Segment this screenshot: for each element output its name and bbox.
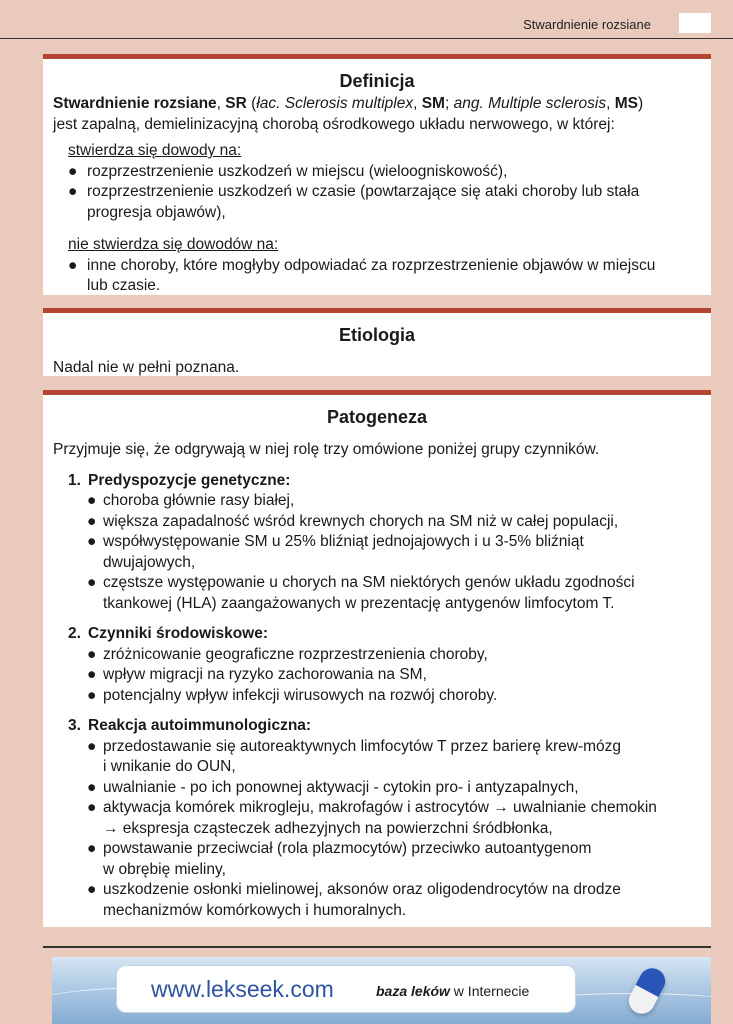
confirmed-label: stwierdza się dowody na: xyxy=(68,142,242,159)
list-item-continuation: i wnikanie do OUN, xyxy=(103,758,236,775)
list-item: ● większa zapadalność wśród krewnych chorych na SM niż w całej populacji, xyxy=(87,512,619,530)
list-item-continuation: → ekspresja cząsteczek adhezyjnych na powierzchni śródbłonka, xyxy=(103,819,553,837)
factor-group-environmental xyxy=(43,624,711,706)
list-item: ● przedostawanie się autoreaktywnych limfocytów T przez barierę krew-mózg xyxy=(87,737,622,755)
list-item: ● współwystępowanie SM u 25% bliźniąt jednojajowych i u 3-5% bliźniąt xyxy=(87,533,584,550)
list-item: ● choroba głównie rasy białej, xyxy=(87,492,295,509)
group-heading: 3. Reakcja autoimmunologiczna: xyxy=(68,717,312,734)
definition-section xyxy=(43,54,711,295)
list-item: ● potencjalny wpływ infekcji wirusowych na rozwój choroby. xyxy=(87,686,498,704)
excluded-label: nie stwierdza się dowodów na: xyxy=(68,236,279,253)
etiology-section xyxy=(43,308,711,376)
section-heading: Patogeneza xyxy=(326,407,428,427)
list-item: ● rozprzestrzenienie uszkodzeń w czasie (powtarzające się ataki choroby lub stała xyxy=(68,183,640,200)
section-heading: Definicja xyxy=(339,71,415,91)
list-item: ● powstawanie przeciwciał (rola plazmocytów) przeciwko autoantygenom xyxy=(87,840,592,857)
list-item: ● zróżnicowanie geograficzne rozprzestrzenienia choroby, xyxy=(87,645,488,663)
list-item-continuation: dwujajowych, xyxy=(103,553,196,571)
list-item: ● wpływ migracji na ryzyko zachorowania na SM, xyxy=(87,666,427,683)
list-item-continuation: w obrębię mieliny, xyxy=(103,860,226,878)
list-item: ● uwalnianie - po ich ponownej aktywacji - cytokin pro- i antyzapalnych, xyxy=(87,778,579,796)
lekseek-ad-banner[interactable] xyxy=(52,957,711,1024)
list-item-continuation: tkankowej (HLA) zaangażowanych w prezentację antygenów limfocytom T. xyxy=(103,594,615,612)
page-header xyxy=(0,0,733,39)
banner-tagline: baza leków w Internecie xyxy=(376,983,530,999)
factor-group-autoimmune xyxy=(43,716,711,921)
list-item-continuation: progresja objawów), xyxy=(87,203,226,221)
list-item-continuation: lub czasie. xyxy=(87,277,161,294)
list-item: ● inne choroby, które mogłyby odpowiadać za rozprzestrzenienie objawów w miejscu xyxy=(68,256,656,274)
list-item: ● rozprzestrzenienie uszkodzeń w miejscu (wieloogniskowość), xyxy=(68,162,508,180)
list-item: ● uszkodzenie osłonki mielinowej, aksonów oraz oligodendrocytów na drodze xyxy=(87,881,621,898)
list-item: ● częstsze występowanie u chorych na SM niektórych genów układu zgodności xyxy=(87,574,635,591)
page-number-box xyxy=(679,13,711,33)
factor-group-genetic xyxy=(43,471,711,615)
etiology-text: Nadal nie w pełni poznana. xyxy=(53,359,240,376)
pathogenesis-section xyxy=(43,390,711,927)
section-heading: Etiologia xyxy=(339,325,415,345)
group-heading: 1. Predyspozycje genetyczne: xyxy=(68,471,291,489)
definition-intro: Stwardnienie rozsiane, SR (łac. Sclerosis multiplex, SM; ang. Multiple sclerosis, MS) jest zapalną, demielinizacyjną chorobą ośrodkowego układu nerwowego, w której: xyxy=(53,95,644,133)
pathogenesis-intro: Przyjmuje się, że odgrywają w niej rolę trzy omówione poniżej grupy czynników. xyxy=(53,441,600,458)
running-title: Stwardnienie rozsiane xyxy=(523,17,651,32)
list-item-continuation: mechanizmów komórkowych i humoralnych. xyxy=(103,901,407,919)
group-heading: 2. Czynniki środowiskowe: xyxy=(68,625,269,642)
banner-panel xyxy=(116,965,576,1013)
footer-divider xyxy=(43,946,711,948)
list-item: ● aktywacja komórek mikrogleju, makrofagów i astrocytów → uwalnianie chemokin xyxy=(87,799,657,816)
site-url-link[interactable]: www.lekseek.com xyxy=(151,976,334,1002)
